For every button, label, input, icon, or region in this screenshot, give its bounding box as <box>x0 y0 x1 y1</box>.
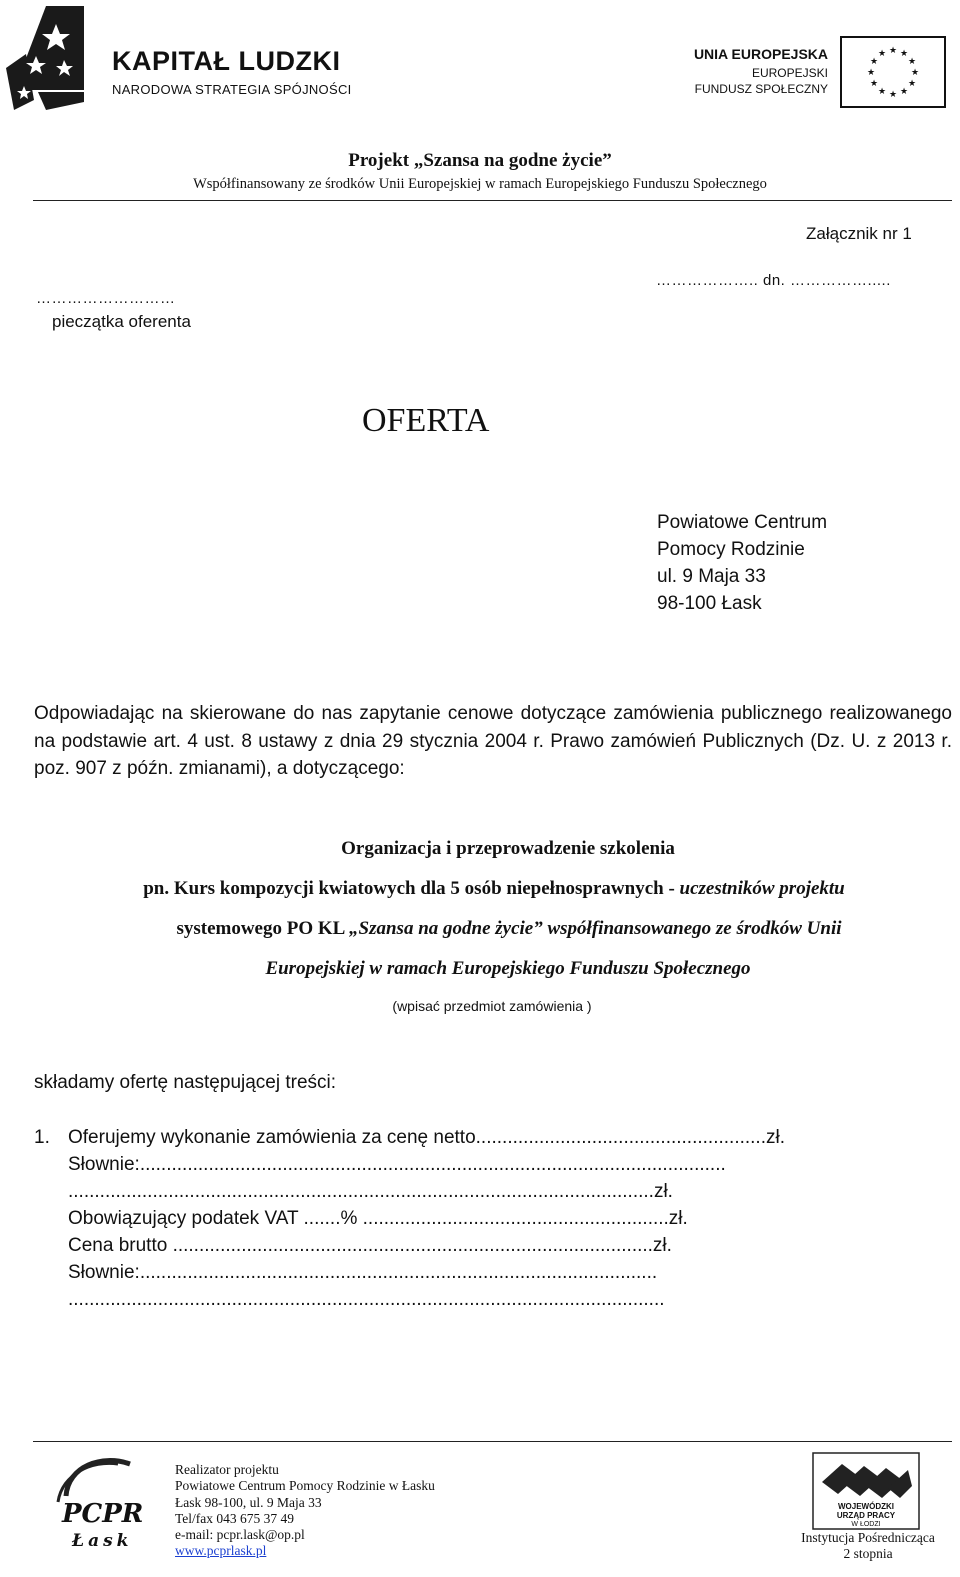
eu-logo <box>686 34 952 110</box>
stamp-placeholder: ……………………… <box>36 290 176 307</box>
address-line-4: 98-100 Łask <box>657 593 762 614</box>
eu-logo-line1: UNIA EUROPEJSKA <box>693 46 828 62</box>
svg-text:★: ★ <box>899 87 909 97</box>
pcpr-logo-text: PCPR <box>62 1499 144 1529</box>
pcpr-logo <box>48 1452 166 1556</box>
vat-field: Obowiązujący podatek VAT .......% ..........................................................zł. <box>68 1208 688 1229</box>
stamp-label: pieczątka oferenta <box>52 312 191 331</box>
svg-text:★: ★ <box>907 79 917 89</box>
offer-title: OFERTA <box>362 402 490 439</box>
subject-line-3-italic: „Szansa na godne życie” współfinansowanego ze środków Unii <box>349 918 842 939</box>
gross-price-words-field: Słownie:.................................................................................................. <box>68 1262 658 1283</box>
wup-emblem-icon <box>812 1452 920 1530</box>
svg-text:★: ★ <box>877 49 887 59</box>
footer-line-2: Powiatowe Centrum Pomocy Rodzinie w Łasku <box>175 1478 435 1494</box>
eu-logo-line2: EUROPEJSKI <box>751 66 828 80</box>
intermediary-info <box>796 1530 940 1563</box>
net-price-words-field: Słownie:............................................................................................................... <box>68 1154 726 1175</box>
address-line-3: ul. 9 Maja 33 <box>657 566 766 587</box>
eu-flag-icon <box>840 36 946 108</box>
kapital-ludzki-logo <box>6 6 366 118</box>
wup-lodz-logo <box>812 1452 920 1530</box>
net-price-field: Oferujemy wykonanie zamówienia za cenę netto.......................................................zł. <box>68 1127 785 1148</box>
wup-logo-line3: W ŁODZI <box>851 1521 881 1528</box>
subject-line-3-bold: systemowego PO KL <box>176 918 350 939</box>
footer-line-1: Realizator projektu <box>175 1462 279 1477</box>
subject-line-3 <box>0 918 960 940</box>
place-date-field: ……………….. dn. ……………..... <box>656 272 891 289</box>
footer-line-3: Łask 98-100, ul. 9 Maja 33 <box>175 1494 322 1510</box>
svg-text:★: ★ <box>869 57 879 67</box>
subject-hint: (wpisać przedmiot zamówienia ) <box>392 998 592 1014</box>
svg-text:★: ★ <box>910 68 920 78</box>
eu-logo-line3: FUNDUSZ SPOŁECZNY <box>694 82 828 96</box>
declaration-text: składamy ofertę następującej treści: <box>34 1072 337 1093</box>
pcpr-emblem-icon <box>48 1452 166 1556</box>
subject-line-2 <box>0 878 960 900</box>
footer-divider <box>33 1441 952 1442</box>
item-number: 1. <box>34 1127 50 1148</box>
project-subtitle: Współfinansowany ze środków Unii Europejskiej w ramach Europejskiego Funduszu Społecznego <box>193 176 767 192</box>
subject-line-2-bold: pn. Kurs kompozycji kwiatowych dla 5 osób niepełnosprawnych - <box>143 878 680 899</box>
kapital-ludzki-emblem-icon <box>6 6 110 118</box>
intermediary-level: 2 stopnia <box>843 1546 893 1562</box>
attachment-label: Załącznik nr 1 <box>806 224 912 243</box>
subject-line-2-italic: uczestników projektu <box>679 878 845 899</box>
pcpr-logo-sub: Łask <box>72 1531 133 1551</box>
svg-text:★: ★ <box>888 90 898 100</box>
footer-line-5: e-mail: pcpr.lask@op.pl <box>175 1527 305 1543</box>
svg-text:★: ★ <box>907 57 917 67</box>
svg-text:★: ★ <box>869 79 879 89</box>
svg-text:★: ★ <box>866 68 876 78</box>
gross-price-words-continued: ................................................................................................................. <box>68 1289 665 1310</box>
footer-line-4: Tel/fax 043 675 37 49 <box>175 1510 295 1526</box>
intermediary-label: Instytucja Pośrednicząca <box>801 1530 935 1545</box>
gross-price-field: Cena brutto ...........................................................................................zł. <box>68 1235 672 1256</box>
svg-text:★: ★ <box>899 49 909 59</box>
subject-line-1: Organizacja i przeprowadzenie szkolenia <box>341 838 675 859</box>
kl-logo-title: KAPITAŁ LUDZKI <box>112 46 341 76</box>
header-divider <box>33 200 952 201</box>
intro-paragraph: Odpowiadając na skierowane do nas zapytanie cenowe dotyczące zamówienia publicznego realizowanego na podstawie art. 4 ust. 8 ustawy z dnia 29 stycznia 2004 r. Prawo zamówień Publicznych (Dz. U. z 2013 r. poz. 907 z późn. zmianami), a dotyczącego: <box>34 703 952 779</box>
subject-line-4: Europejskiej w ramach Europejskiego Funduszu Społecznego <box>265 958 751 979</box>
svg-text:★: ★ <box>888 46 898 56</box>
footer-info <box>175 1462 435 1560</box>
website-link[interactable]: www.pcprlask.pl <box>175 1543 267 1559</box>
wup-logo-line2: URZĄD PRACY <box>836 1511 896 1520</box>
kl-logo-subtitle: NARODOWA STRATEGIA SPÓJNOŚCI <box>112 82 352 97</box>
svg-text:★: ★ <box>877 87 887 97</box>
project-title: Projekt „Szansa na godne życie” <box>348 150 612 171</box>
address-line-1: Powiatowe Centrum <box>657 512 828 533</box>
wup-logo-line1: WOJEWÓDZKI <box>838 1502 894 1511</box>
address-line-2: Pomocy Rodzinie <box>657 539 805 560</box>
net-price-words-continued: ...............................................................................................................zł. <box>68 1181 673 1202</box>
